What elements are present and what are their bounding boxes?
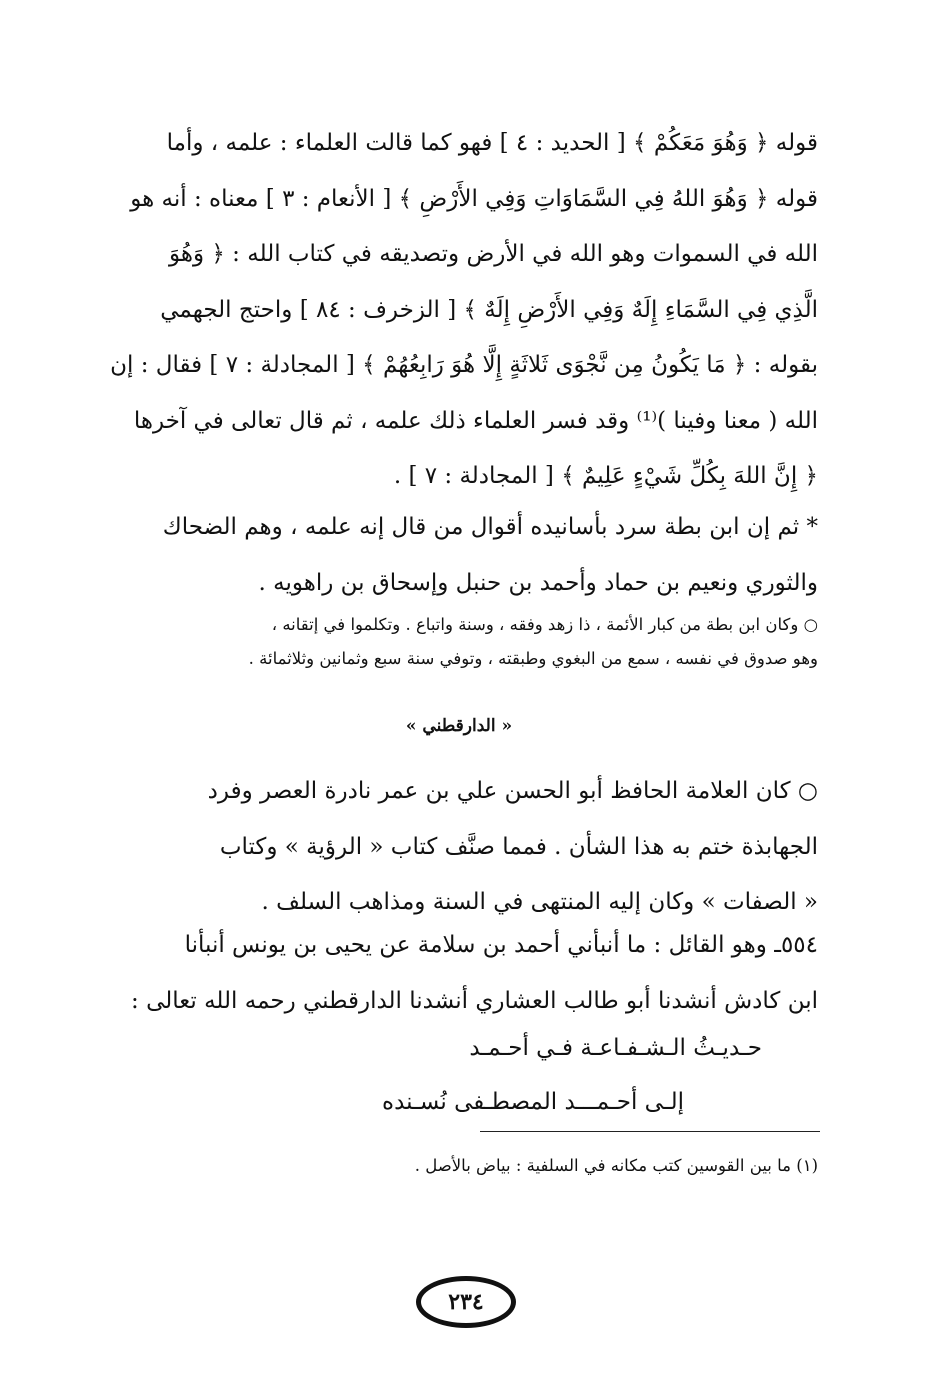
section-heading: « الدارقطني » — [405, 716, 513, 736]
note-line: ○ وكان ابن بطة من كبار الأئمة ، ذا زهد وفقه ، وسنة واتباع . وتكلموا في إتقانه ، — [271, 615, 818, 634]
paragraph-2 — [100, 500, 818, 611]
text-line: الجهابذة ختم به هذا الشأن . فمما صنَّف كتاب « الرؤية » وكتاب — [219, 833, 818, 860]
text-line: ○ كان العلامة الحافظ أبو الحسن علي بن عمر نادرة العصر وفرد — [207, 778, 818, 804]
footnote: (١) ما بين القوسين كتب مكانه في السلفية : بياض بالأصل . — [414, 1156, 818, 1175]
biographical-note — [100, 608, 818, 676]
text-line: ابن كادش أنشدنا أبو طالب العشاري أنشدنا الدارقطني رحمه الله تعالى : — [131, 987, 818, 1014]
text-line: بقوله : ﴿ مَا يَكُونُ مِن نَّجْوَى ثَلاثَةٍ إِلَّا هُوَ رَابِعُهُمْ ﴾ [ المجادلة : ٧ ] فقال : إن — [110, 352, 818, 378]
footnote-divider — [480, 1131, 820, 1132]
text-line: * ثم إن ابن بطة سرد بأسانيده أقوال من قال إنه علمه ، وهم الضحاك — [162, 514, 818, 540]
verse-line-1: حـديـثُ الـشـفـاعـة فـي أحـمـد — [469, 1035, 762, 1061]
paragraph-3 — [100, 764, 818, 931]
note-line: وهو صدوق في نفسه ، سمع من البغوي وطبقته ، وتوفي سنة سبع وثمانين وثلاثمائة . — [248, 649, 818, 668]
verse-line-2: إلـى أحـمـــد المصطـفى نُسـنده — [382, 1089, 684, 1115]
paragraph-1 — [100, 116, 818, 505]
text-line: قوله ﴿ وَهُوَ اللهُ فِي السَّمَاوَاتِ وَفِي الأَرْضِ ﴾ [ الأنعام : ٣ ] معناه : أنه هو — [130, 185, 818, 212]
text-line: الله في السموات وهو الله في الأرض وتصديقه في كتاب الله : ﴿ وَهُوَ — [168, 241, 818, 267]
page-number-badge — [416, 1276, 516, 1328]
text-line: ﴿ إِنَّ اللهَ بِكُلِّ شَيْءٍ عَلِيمٌ ﴾ [ المجادلة : ٧ ] . — [393, 463, 818, 489]
text-line: « الصفات » وكان إليه المنتهى في السنة ومذاهب السلف . — [261, 889, 818, 915]
text-line: والثوري ونعيم بن حماد وأحمد بن حنبل وإسحاق بن راهويه . — [258, 569, 818, 596]
paragraph-4 — [100, 918, 818, 1029]
text-line: الله ( معنا وفينا )⁽¹⁾ وقد فسر العلماء ذلك علمه ، ثم قال تعالى في آخرها — [133, 407, 818, 434]
text-line: قوله ﴿ وَهُوَ مَعَكُمْ ﴾ [ الحديد : ٤ ] فهو كما قالت العلماء : علمه ، وأما — [166, 130, 818, 156]
text-line: ٥٥٤ـ وهو القائل : ما أنبأني أحمد بن سلامة عن يحيى بن يونس أنبأنا — [184, 932, 818, 958]
text-line: الَّذِي فِي السَّمَاءِ إِلَهٌ وَفِي الأَرْضِ إِلَهٌ ﴾ [ الزخرف : ٨٤ ] واحتج الجهمي — [160, 296, 818, 323]
page-number: ٢٣٤ — [448, 1289, 484, 1315]
